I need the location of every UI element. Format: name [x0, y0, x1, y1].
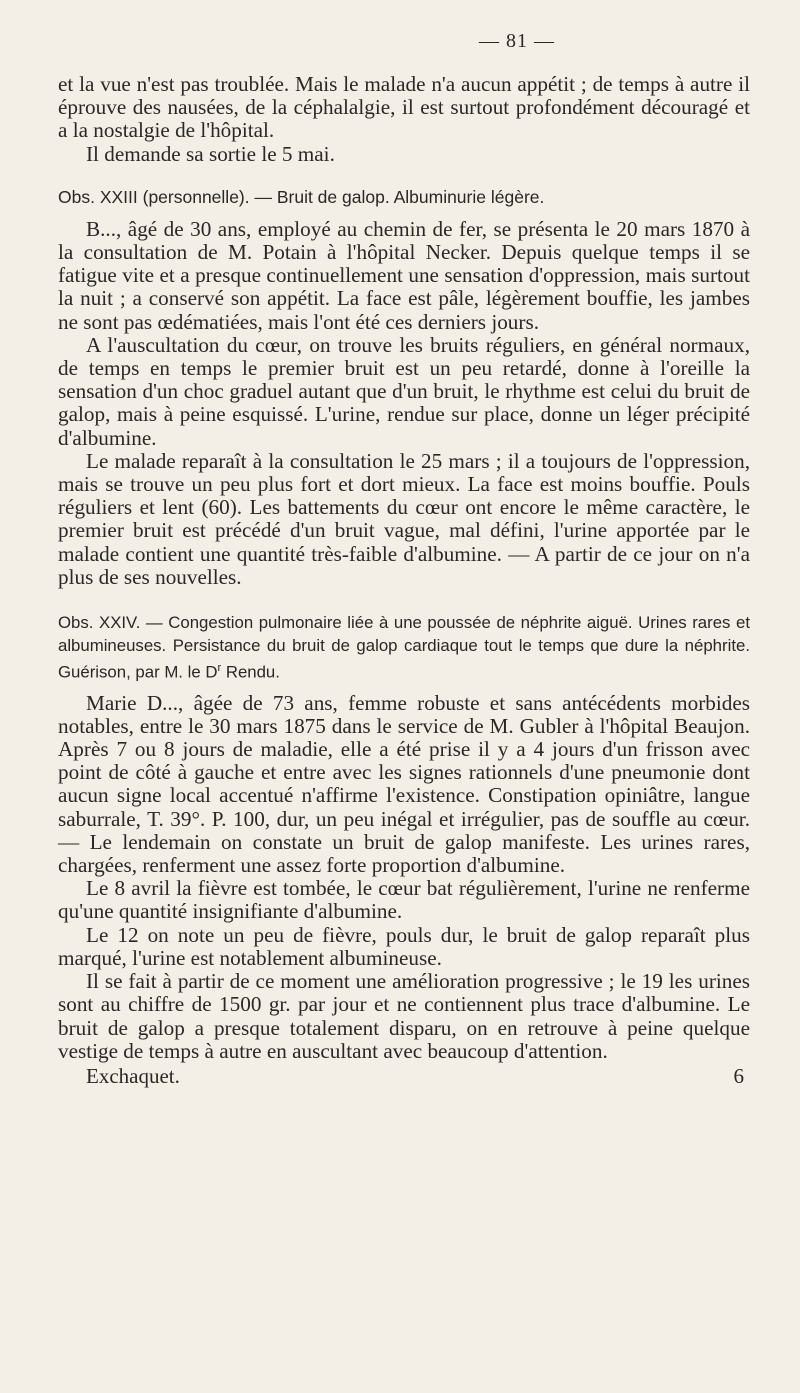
page-number: — 81 — [479, 30, 555, 52]
obs24-header [58, 611, 750, 684]
page-footer [58, 1064, 750, 1088]
obs24-paragraph-2: Le 8 avril la fièvre est tombée, le cœur bat régulièrement, l'urine ne renferme qu'une quantité insignifiante d'albumine. [58, 876, 750, 924]
obs24-header-tail: Rendu. [221, 662, 280, 682]
obs24-header-sup: r [217, 662, 222, 675]
obs23-paragraph-2: A l'auscultation du cœur, on trouve les bruits réguliers, en général normaux, de temps en temps le premier bruit est un peu retardé, donne à l'oreille la sensation d'un choc graduel autant que d'un bruit, le rhythme est celui du bruit de galop, mais à peine esquissé. L'urine, rendue sur place, donne un léger précipité d'albumine. [58, 332, 750, 450]
obs24-paragraph-1: Marie D..., âgée de 73 ans, femme robuste et sans antécédents morbides notables, entre le 30 mars 1875 dans le service de M. Gubler à l'hôpital Beaujon. Après 7 ou 8 jours de maladie, elle a été prise il y a 4 jours d'un frisson avec point de côté à gauche et entre avec les signes rationnels d'une pneumonie dont aucun signe local accentué n'affirme l'existence. Constipation opiniâtre, langue saburrale, T. 39°. P. 100, dur, un peu inégal et irrégulier, pas de souffle au cœur. — Le lendemain on constate un bruit de galop manifeste. Les urines rares, chargées, renferment une assez forte proportion d'albumine. [58, 690, 750, 878]
footer-signature: Exchaquet. [86, 1063, 180, 1088]
obs24-paragraph-3: Le 12 on note un peu de fièvre, pouls dur, le bruit de galop reparaît plus marqué, l'urine est notablement albumineuse. [58, 922, 750, 970]
intro-paragraph-1: et la vue n'est pas troublée. Mais le malade n'a aucun appétit ; de temps à autre il éprouve des nausées, de la céphalalgie, il est surtout profondément découragé et a la nostalgie de l'hôpital. [58, 72, 750, 143]
obs24-header-main: Obs. XXIV. — Congestion pulmonaire liée à une poussée de néphrite aiguë. Urines rares et albumineuses. Persistance du bruit de galop cardiaque tout le temps que dure la néphrite. Guérison, par M. le D [58, 613, 750, 682]
obs23-paragraph-3: Le malade reparaît à la consultation le 25 mars ; il a toujours de l'oppression, mais se trouve un peu plus fort et dort mieux. La face est moins bouffie. Pouls réguliers et lent (60). Les battements du cœur ont encore le même caractère, le premier bruit est précédé d'un bruit vague, mal défini, l'urine apportée par le malade contient une quantité très-faible d'albumine. — A partir de ce jour on n'a plus de ses nouvelles. [58, 448, 750, 589]
obs23-header: Obs. XXIII (personnelle). — Bruit de galop. Albuminurie légère. [58, 186, 545, 207]
obs23-paragraph-1: B..., âgé de 30 ans, employé au chemin de fer, se présenta le 20 mars 1870 à la consultation de M. Potain à l'hôpital Necker. Depuis quelque temps il se fatigue vite et a presque continuellement une sensation d'oppression, mais surtout la nuit ; a conservé son appétit. La face est pâle, légèrement bouffie, les jambes ne sont pas œdématiées, mais l'ont été ces derniers jours. [58, 216, 750, 334]
page [58, 30, 750, 1088]
obs24-paragraph-4: Il se fait à partir de ce moment une amélioration progressive ; le 19 les urines sont au chiffre de 1500 gr. par jour et ne contiennent plus trace d'albumine. Le bruit de galop a presque totalement disparu, on en retrouve à peine quelque vestige de temps à autre en auscultant avec beaucoup d'attention. [58, 969, 750, 1063]
footer-sheet-number: 6 [733, 1063, 744, 1088]
intro-paragraph-2: Il demande sa sortie le 5 mai. [86, 141, 335, 166]
